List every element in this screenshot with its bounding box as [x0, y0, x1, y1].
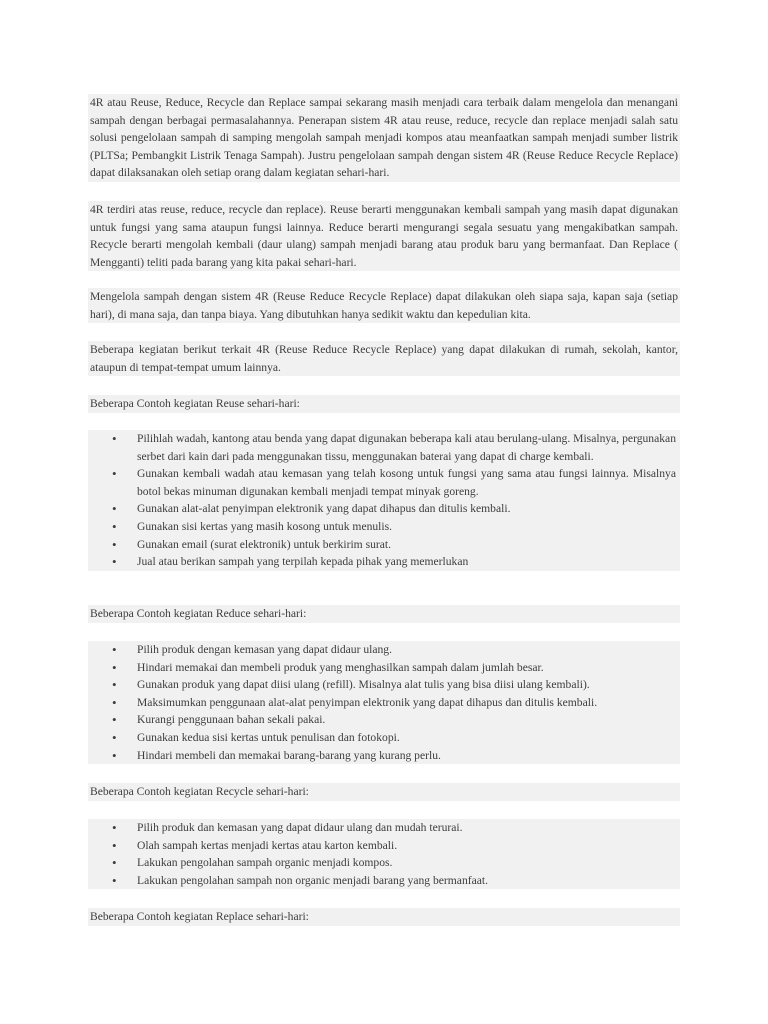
list-item: • Pilih produk dan kemasan yang dapat didaur ulang dan mudah terurai.	[112, 820, 463, 835]
bullet-icon: •	[112, 501, 117, 517]
paragraph-text: Beberapa kegiatan berikut terkait 4R (Reuse Reduce Recycle Replace) yang dapat dilakukan di rumah, sekolah, kantor, ataupun di tempat-tempat umum lainnya.	[90, 343, 678, 374]
bullet-icon: •	[112, 837, 117, 853]
section-heading-replace	[88, 908, 680, 926]
list-item: • Gunakan alat-alat penyimpan elektronik yang dapat dihapus dan ditulis kembali.	[112, 501, 511, 517]
list-item: • Lakukan pengolahan sampah organic menjadi kompos.	[112, 855, 393, 871]
section-heading-reuse	[88, 395, 680, 413]
list-item: • Gunakan sisi kertas yang masih kosong untuk menulis.	[112, 518, 393, 534]
list-item: • Pilih produk dengan kemasan yang dapat didaur ulang.	[112, 642, 393, 657]
section-heading-recycle	[88, 783, 680, 801]
bullet-icon: •	[112, 659, 117, 675]
bullet-icon: •	[112, 747, 117, 763]
paragraph-text: 4R atau Reuse, Reduce, Recycle dan Replace sampai sekarang masih menjadi cara terbaik dalam mengelola dan menangani sampah dengan berbagai permasalahannya. Penerapan sistem 4R atau reuse, reduce, recycle dan replace menjadi salah satu solusi pengelolaan sampah di samping mengolah sampah menjadi kompos atau meanfaatkan sampah menjadi sumber listrik (PLTSa; Pembangkit Listrik Tenaga Sampah). Justru pengelolaan sampah dengan sistem 4R (Reuse Reduce Recycle Replace) dapat dilaksanakan oleh setiap orang dalam kegiatan sehari-hari.	[90, 96, 678, 180]
list-item: • Gunakan kembali wadah atau kemasan yang telah kosong untuk fungsi yang sama atau fungsi lainnya. Misalnya botol bekas minuman digunakan kembali menjadi tempat minyak goreng.	[112, 466, 676, 498]
list-item: • Pilihlah wadah, kantong atau benda yang dapat digunakan beberapa kali atau berulang-ulang. Misalnya, pergunakan serbet dari kain dari pada menggunakan tissu, menggunakan baterai yang dapat di charge kembali.	[112, 431, 676, 463]
bullet-icon: •	[112, 694, 117, 710]
bullet-icon: •	[112, 712, 117, 728]
paragraph-management	[88, 288, 680, 323]
heading-text: Beberapa Contoh kegiatan Recycle sehari-hari:	[90, 785, 309, 798]
paragraph-activities	[88, 341, 680, 376]
list-reduce	[88, 641, 680, 764]
list-item: • Olah sampah kertas menjadi kertas atau karton kembali.	[112, 837, 398, 853]
bullet-icon: •	[112, 518, 117, 534]
bullet-icon: •	[112, 820, 117, 835]
list-item: • Hindari memakai dan membeli produk yang menghasilkan sampah dalam jumlah besar.	[112, 659, 544, 675]
bullet-icon: •	[112, 554, 117, 570]
list-item: • Gunakan kedua sisi kertas untuk penulisan dan fotokopi.	[112, 729, 400, 745]
heading-text: Beberapa Contoh kegiatan Reduce sehari-hari:	[90, 607, 307, 620]
list-item: • Jual atau berikan sampah yang terpilah kepada pihak yang memerlukan	[112, 554, 469, 570]
bullet-icon: •	[112, 729, 117, 745]
bullet-icon: •	[112, 642, 117, 657]
bullet-icon: •	[112, 466, 117, 482]
section-heading-reduce	[88, 605, 680, 623]
bullet-icon: •	[112, 872, 117, 888]
list-recycle	[88, 819, 680, 889]
paragraph-definition	[88, 201, 680, 271]
heading-text: Beberapa Contoh kegiatan Reuse sehari-hari:	[90, 397, 300, 410]
list-item: • Kurangi penggunaan bahan sekali pakai.	[112, 712, 326, 728]
paragraph-text: Mengelola sampah dengan sistem 4R (Reuse Reduce Recycle Replace) dapat dilakukan oleh siapa saja, kapan saja (setiap hari), di mana saja, dan tanpa biaya. Yang dibutuhkan hanya sedikit waktu dan kepedulian kita.	[90, 290, 678, 321]
bullet-icon: •	[112, 536, 117, 552]
paragraph-intro	[88, 94, 680, 182]
list-item: • Gunakan produk yang dapat diisi ulang (refill). Misalnya alat tulis yang bisa diisi ulang kembali).	[112, 677, 590, 693]
bullet-icon: •	[112, 855, 117, 871]
bullet-icon: •	[112, 431, 117, 446]
list-reuse	[88, 430, 680, 571]
bullet-icon: •	[112, 677, 117, 693]
list-item: • Maksimumkan penggunaan alat-alat penyimpan elektronik yang dapat dihapus dan ditulis kembali.	[112, 694, 598, 710]
list-item: • Lakukan pengolahan sampah non organic menjadi barang yang bermanfaat.	[112, 872, 489, 888]
heading-text: Beberapa Contoh kegiatan Replace sehari-hari:	[90, 910, 309, 923]
paragraph-text: 4R terdiri atas reuse, reduce, recycle dan replace). Reuse berarti menggunakan kembali sampah yang masih dapat digunakan untuk fungsi yang sama ataupun fungsi lainnya. Reduce berarti mengurangi segala sesuatu yang mengakibatkan sampah. Recycle berarti mengolah kembali (daur ulang) sampah menjadi barang atau produk baru yang bermanfaat. Dan Replace ( Mengganti) teliti pada barang yang kita pakai sehari-hari.	[90, 203, 678, 269]
list-item: • Gunakan email (surat elektronik) untuk berkirim surat.	[112, 536, 392, 552]
list-item: • Hindari membeli dan memakai barang-barang yang kurang perlu.	[112, 747, 441, 763]
